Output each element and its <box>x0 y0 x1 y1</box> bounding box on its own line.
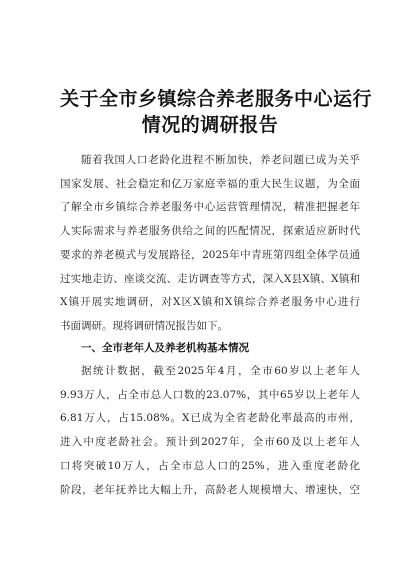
section-line: 9.93万人，占全市总人口数的23.07%，其中65岁以上老年人 <box>60 388 360 401</box>
section-heading: 一、全市老年人及养老机构基本情况 <box>81 342 249 354</box>
intro-line: 国家发展、社会稳定和亿万家庭幸福的重大民生议题，为全面 <box>60 177 360 190</box>
intro-line: 了解全市乡镇综合养老服务中心运营管理情况，精准把握老年 <box>60 201 360 214</box>
section-paragraph <box>60 360 360 502</box>
section-line: 阶段，老年抚养比大幅上升，高龄老人规模增大、增速快，空 <box>60 483 360 496</box>
title-line-2: 情况的调研报告 <box>141 114 279 136</box>
section-line: 口将突破10万人，占全市总人口的25%，进入重度老龄化 <box>60 459 360 472</box>
intro-line: X镇开展实地调研，对X区X镇和X镇综合养老服务中心进行 <box>60 296 360 309</box>
section-line: 6.81万人，占15.08%。X已成为全省老龄化率最高的市州， <box>60 412 360 425</box>
intro-line: 书面调研。现将调研情况报告如下。 <box>60 319 228 332</box>
intro-line: 要求的养老模式与发展路径，2025年中青班第四组全体学员通 <box>60 248 360 261</box>
title-line-1: 关于全市乡镇综合养老服务中心运行 <box>60 88 373 110</box>
intro-line: 过实地走访、座谈交流、走访调查等方式，深入X县X镇、X镇和 <box>60 272 360 285</box>
intro-line: 人实际需求与养老服务供给之间的匹配情况，探索适应新时代 <box>60 225 360 238</box>
intro-line: 随着我国人口老龄化进程不断加快，养老问题已成为关乎 <box>81 154 360 166</box>
intro-paragraph <box>60 149 360 339</box>
section-line: 进入中度老龄社会。预计到2027年，全市60及以上老年人 <box>60 436 360 449</box>
document-title <box>60 86 373 138</box>
section-line: 据统计数据，截至2025年4月，全市60岁以上老年人 <box>81 365 360 377</box>
